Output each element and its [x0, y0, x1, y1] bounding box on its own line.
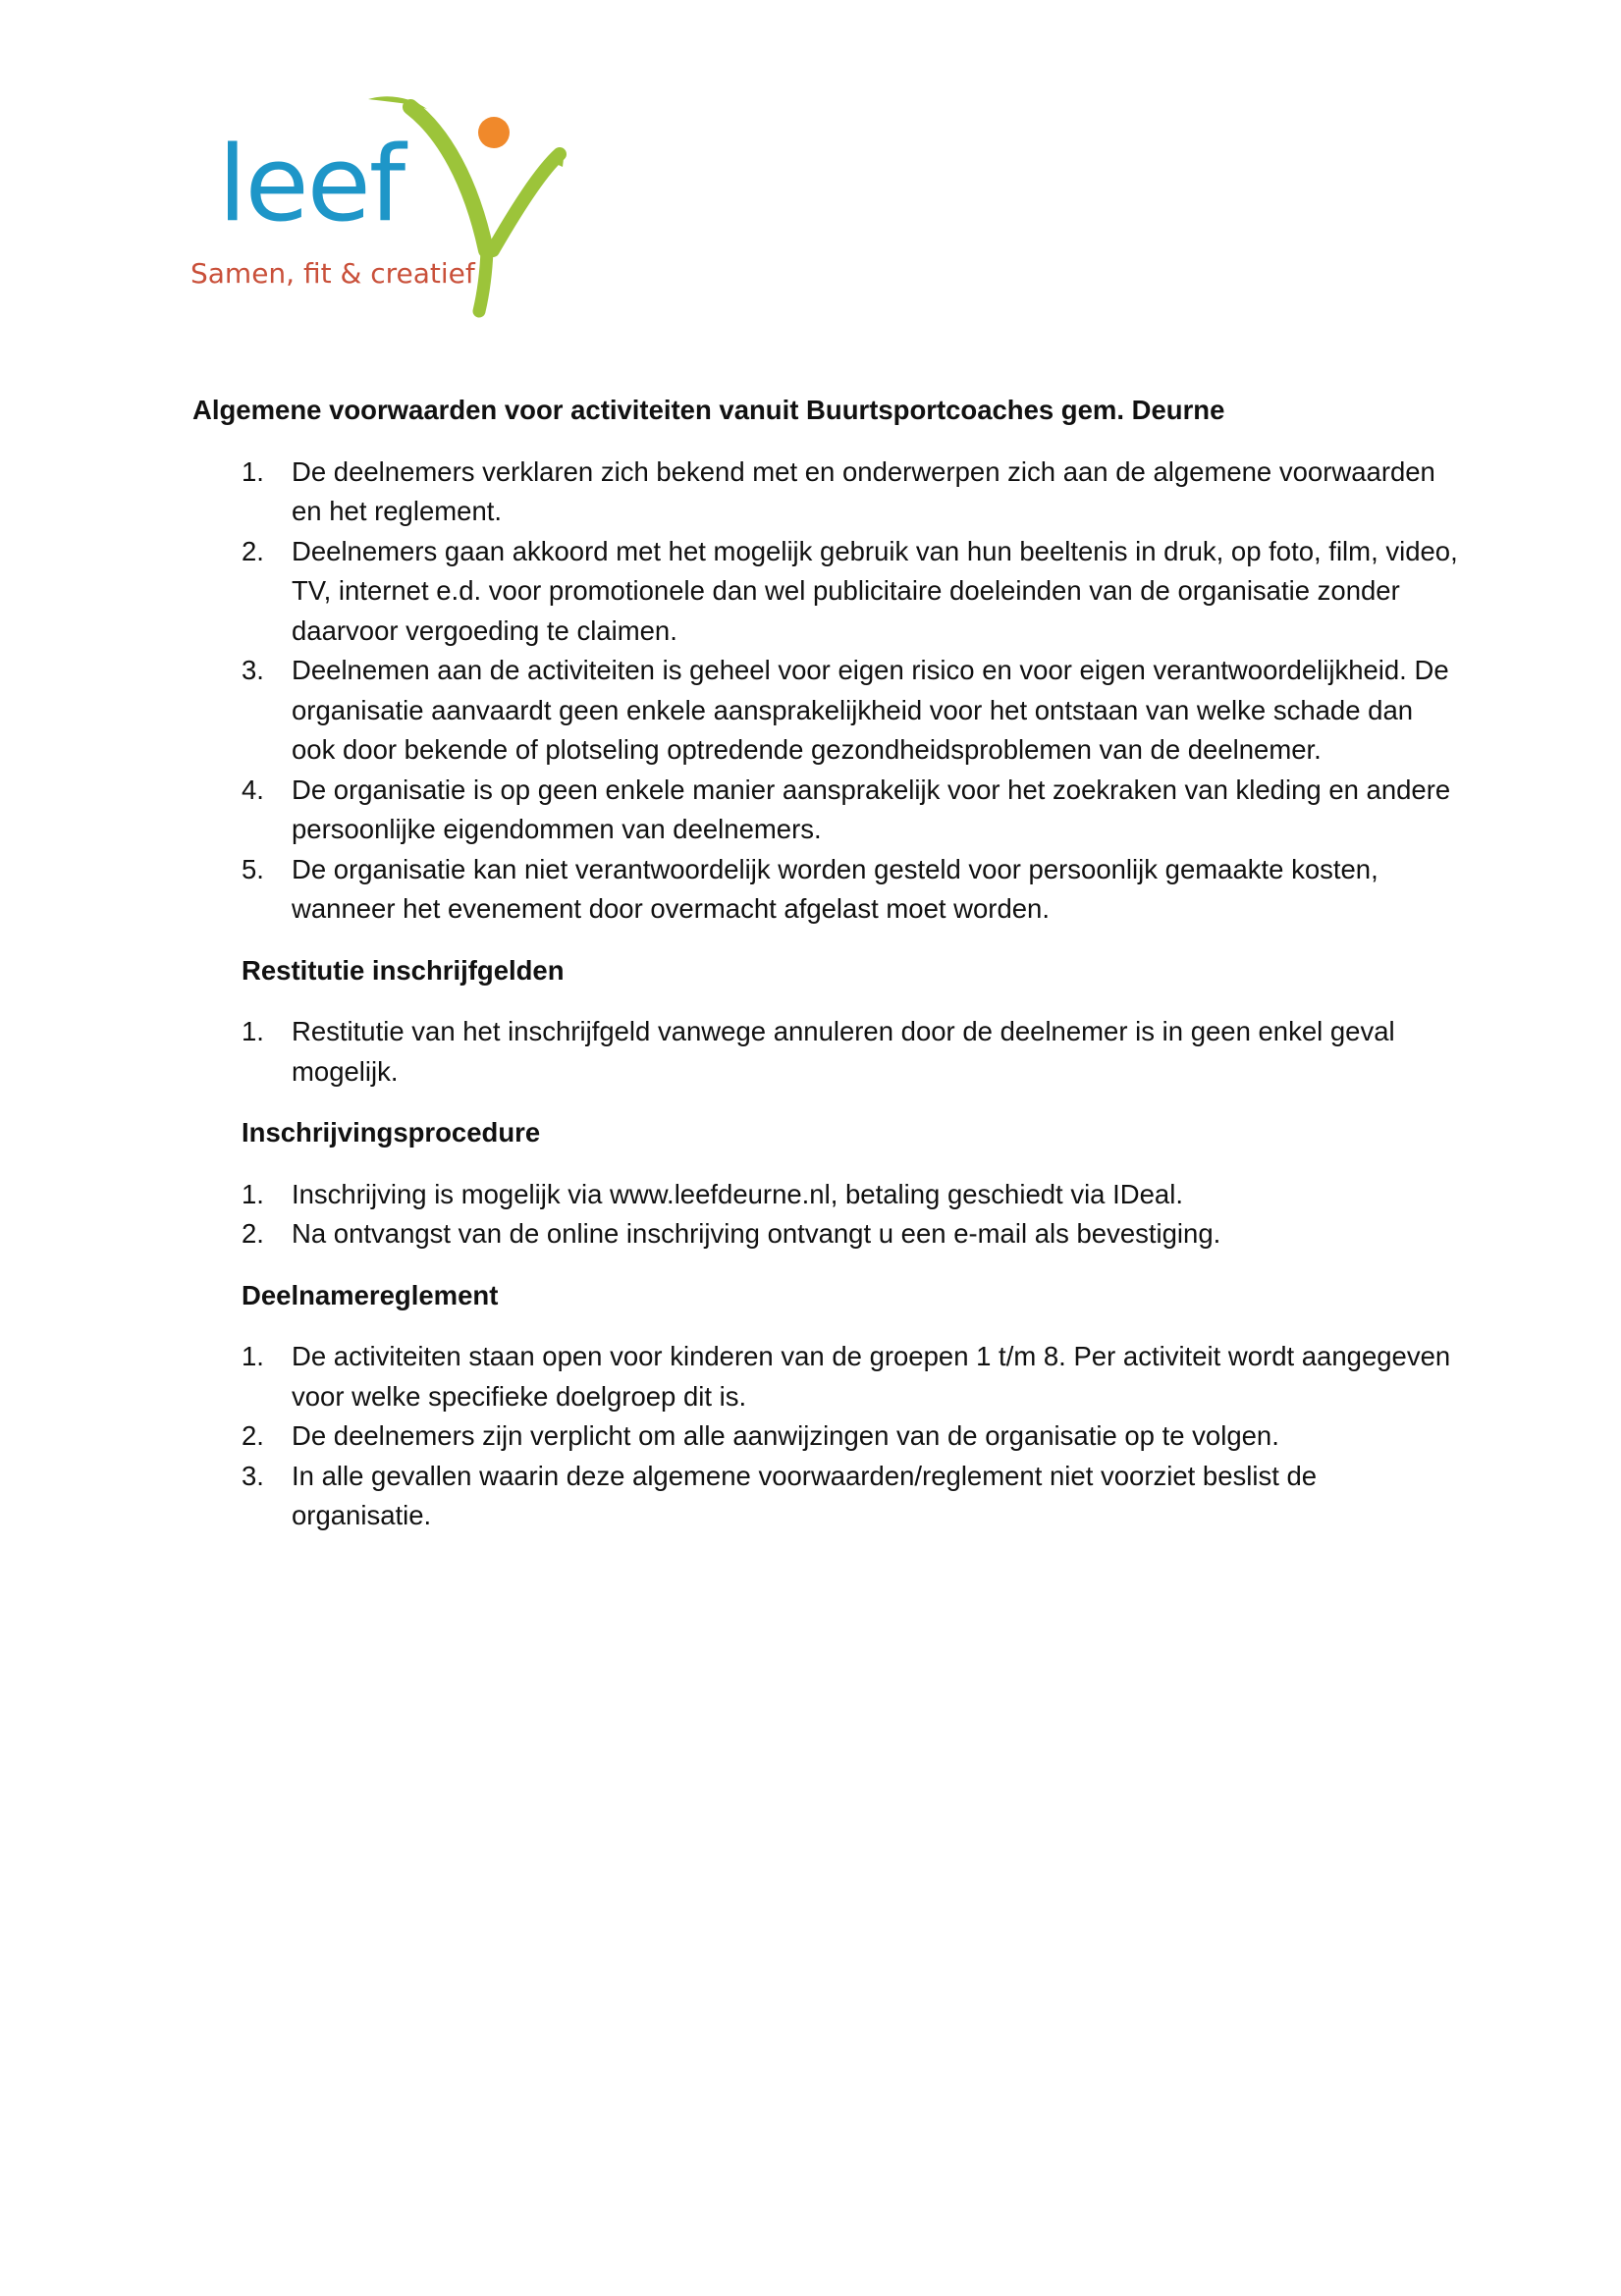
document-body: [192, 391, 1459, 1536]
restitution-list: [192, 1012, 1459, 1092]
list-item: [192, 1416, 1459, 1457]
list-text: Inschrijving is mogelijk via www.leefdeurne.nl, betaling geschiedt via IDeal.: [292, 1178, 1183, 1209]
list-number: 3.: [242, 1460, 264, 1491]
list-item: [192, 1175, 1459, 1215]
logo-wordmark: leef: [218, 124, 405, 244]
list-text: De deelnemers verklaren zich bekend met en onderwerpen zich aan de algemene voorwaarden en het reglement.: [292, 455, 1435, 526]
list-number: 2.: [242, 1420, 264, 1451]
rules-list: [192, 1337, 1459, 1536]
list-text: Deelnemers gaan akkoord met het mogelijk gebruik van hun beeltenis in druk, op foto, film, video, TV, internet e.d. voor promotionele dan wel publicitaire doeleinden van de organisatie zonder daarvoor vergoeding te claimen.: [292, 535, 1458, 646]
list-item: [192, 651, 1459, 771]
list-number: 1.: [242, 455, 264, 487]
list-text: De activiteiten staan open voor kinderen van de groepen 1 t/m 8. Per activiteit wordt aangegeven voor welke specifieke doelgroep dit is.: [292, 1341, 1451, 1412]
general-terms-list: [192, 453, 1459, 930]
list-text: De deelnemers zijn verplicht om alle aanwijzingen van de organisatie op te volgen.: [292, 1420, 1279, 1451]
list-text: In alle gevallen waarin deze algemene voorwaarden/reglement niet voorziet beslist de organisatie.: [292, 1460, 1318, 1530]
list-text: Restitutie van het inschrijfgeld vanwege annuleren door de deelnemer is in geen enkel geval mogelijk.: [292, 1016, 1395, 1087]
list-text: De organisatie is op geen enkele manier aansprakelijk voor het zoekraken van kleding en andere persoonlijke eigendommen van deelnemers.: [292, 774, 1451, 844]
list-number: 5.: [242, 853, 264, 884]
leef-logo: [187, 93, 579, 324]
logo-tagline: Samen, fit & creatief: [190, 257, 475, 290]
list-text: De organisatie kan niet verantwoordelijk worden gesteld voor persoonlijk gemaakte kosten, wanneer het evenement door overmacht afgelast moet worden.: [292, 853, 1378, 924]
list-number: 2.: [242, 535, 264, 566]
list-item: [192, 453, 1459, 532]
list-item: [192, 1457, 1459, 1536]
list-item: [192, 850, 1459, 930]
list-number: 1.: [242, 1016, 264, 1046]
section-heading-restitution: Restitutie inschrijfgelden: [242, 954, 565, 986]
list-number: 4.: [242, 774, 264, 805]
list-number: 1.: [242, 1341, 264, 1371]
list-item: [192, 1337, 1459, 1416]
section-heading-registration: Inschrijvingsprocedure: [242, 1117, 541, 1148]
list-number: 3.: [242, 655, 264, 685]
page-title: Algemene voorwaarden voor activiteiten vanuit Buurtsportcoaches gem. Deurne: [192, 395, 1225, 425]
list-item: [192, 1012, 1459, 1092]
list-number: 2.: [242, 1218, 264, 1249]
list-text: Deelnemen aan de activiteiten is geheel voor eigen risico en voor eigen verantwoordelijkheid. De organisatie aanvaardt geen enkele aansprakelijkheid voor het ontstaan van welke schade dan ook door bekende of plotseling optredende gezondheidsproblemen van de deelnemer.: [292, 655, 1449, 765]
list-item: [192, 771, 1459, 850]
list-item: [192, 532, 1459, 652]
list-number: 1.: [242, 1178, 264, 1209]
list-item: [192, 1214, 1459, 1255]
registration-list: [192, 1175, 1459, 1255]
section-heading-rules: Deelnamereglement: [242, 1279, 499, 1310]
list-text: Na ontvangst van de online inschrijving ontvangt u een e-mail als bevestiging.: [292, 1218, 1221, 1249]
